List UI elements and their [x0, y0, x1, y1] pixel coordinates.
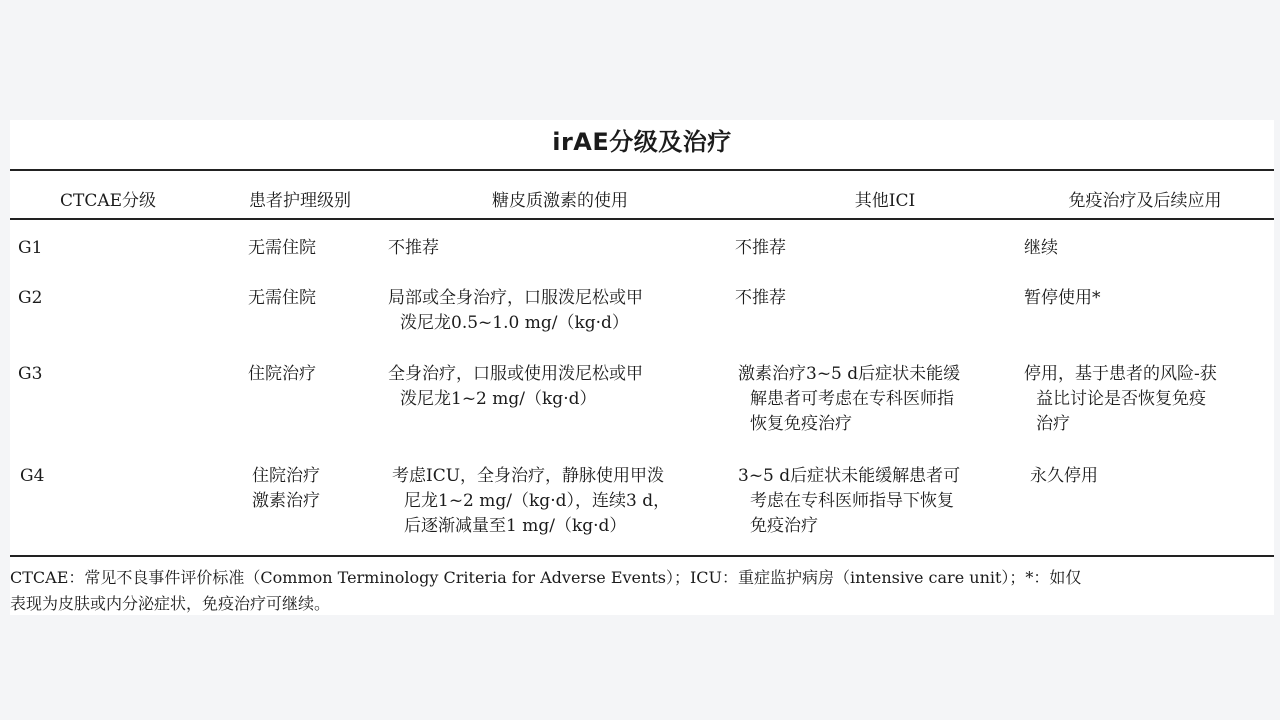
- table-title: irAE分级及治疗: [552, 128, 732, 156]
- text-line: 考虑ICU，全身治疗，静脉使用甲泼: [392, 466, 665, 486]
- steroid-cell: [392, 464, 670, 539]
- text-line: 不推荐: [735, 238, 786, 258]
- text-line: 停用，基于患者的风险-获: [1024, 364, 1217, 384]
- text-line: 激素治疗3~5 d后症状未能缓: [738, 364, 961, 384]
- text-line: 无需住院: [248, 238, 316, 258]
- text-line: 继续: [1024, 238, 1058, 258]
- text-line: 免疫治疗: [750, 516, 818, 536]
- immuno-cell: [1024, 362, 1217, 437]
- grade-cell: G2: [18, 288, 43, 308]
- immuno-cell: [1030, 464, 1098, 489]
- grade-cell: G3: [18, 364, 43, 384]
- text-line: 全身治疗，口服或使用泼尼松或甲: [388, 364, 643, 384]
- bottom-rule: [10, 555, 1274, 557]
- text-line: 3~5 d后症状未能缓解患者可: [738, 466, 961, 486]
- steroid-cell: [388, 286, 643, 336]
- document-page: [10, 120, 1274, 615]
- top-rule: [10, 169, 1274, 171]
- text-line: 考虑在专科医师指导下恢复: [750, 491, 954, 511]
- footnote: [10, 565, 1274, 617]
- header-ctcae-grade: CTCAE分级: [59, 191, 157, 211]
- footnote-line: 表现为皮肤或内分泌症状，免疫治疗可继续。: [10, 594, 331, 613]
- immuno-cell: [1024, 286, 1101, 311]
- text-line: 不推荐: [388, 238, 439, 258]
- text-line: 治疗: [1036, 414, 1070, 434]
- text-line: 激素治疗: [252, 491, 320, 511]
- header-care-level: 患者护理级别: [249, 191, 351, 211]
- care-cell: [248, 286, 316, 311]
- steroid-cell: [388, 236, 439, 261]
- text-line: 住院治疗: [252, 466, 320, 486]
- steroid-cell: [388, 362, 643, 412]
- care-cell: [248, 236, 316, 261]
- text-line: 局部或全身治疗，口服泼尼松或甲: [388, 288, 643, 308]
- grade-cell: G4: [20, 466, 45, 486]
- text-line: 暂停使用*: [1024, 288, 1101, 308]
- text-line: 不推荐: [735, 288, 786, 308]
- header-other-ici: 其他ICI: [854, 191, 916, 211]
- header-immunotherapy: 免疫治疗及后续应用: [1068, 191, 1222, 211]
- grade-cell: G1: [18, 238, 43, 258]
- text-line: 住院治疗: [248, 364, 316, 384]
- header-steroid-use: 糖皮质激素的使用: [492, 191, 628, 211]
- text-line: 泼尼龙1~2 mg/（kg·d）: [400, 389, 597, 409]
- immuno-cell: [1024, 236, 1058, 261]
- care-cell: [252, 464, 320, 514]
- text-line: 泼尼龙0.5~1.0 mg/（kg·d）: [400, 313, 629, 333]
- footnote-line: CTCAE：常见不良事件评价标准（Common Terminology Criteria for Adverse Events）；ICU：重症监护病房（intensive care unit）；*：如仅: [10, 568, 1082, 587]
- text-line: 后逐渐减量至1 mg/（kg·d）: [404, 516, 627, 536]
- header-rule: [10, 218, 1274, 220]
- other-ici-cell: [738, 362, 960, 437]
- text-line: 无需住院: [248, 288, 316, 308]
- text-line: 益比讨论是否恢复免疫: [1036, 389, 1206, 409]
- other-ici-cell: [735, 286, 786, 311]
- text-line: 尼龙1~2 mg/（kg·d），连续3 d，: [404, 491, 671, 511]
- other-ici-cell: [738, 464, 960, 539]
- text-line: 恢复免疫治疗: [750, 414, 852, 434]
- other-ici-cell: [735, 236, 786, 261]
- care-cell: [248, 362, 316, 387]
- text-line: 永久停用: [1030, 466, 1098, 486]
- text-line: 解患者可考虑在专科医师指: [750, 389, 954, 409]
